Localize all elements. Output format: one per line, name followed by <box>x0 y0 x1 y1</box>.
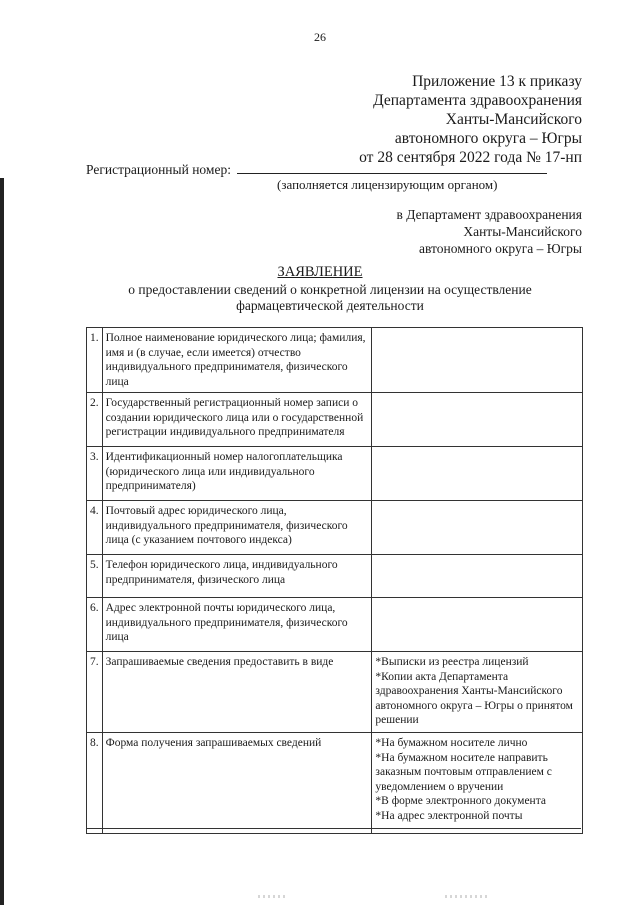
registration-note: (заполняется лицензирующим органом) <box>277 177 498 192</box>
table-row <box>87 652 583 733</box>
registration-label: Регистрационный номер: <box>86 162 231 177</box>
appendix-line: от 28 сентября 2022 года № 17-нп <box>359 149 582 166</box>
option-item[interactable]: *На бумажном носителе направить заказным почтовым отправлением с уведомлением о вручении <box>375 751 552 793</box>
option-item[interactable]: *На бумажном носителе лично <box>375 737 528 749</box>
appendix-line: Приложение 13 к приказу <box>412 73 582 90</box>
table-row <box>87 393 583 447</box>
page-number: 26 <box>314 30 326 44</box>
table-row <box>87 447 583 501</box>
table-row <box>87 555 583 598</box>
table-row <box>87 598 583 652</box>
row-value-field[interactable] <box>372 555 583 598</box>
row-value-field[interactable] <box>372 328 583 393</box>
registration-input-line[interactable] <box>237 161 547 174</box>
document-subtitle: о предоставлении сведений о конкретной лицензии на осуществление фармацевтической деятельности <box>128 282 532 313</box>
row-label: Полное наименование юридического лица; фамилия, имя и (в случае, если имеется) отчество индивидуального предпринимателя, физического лица <box>102 328 372 393</box>
row-label: Государственный регистрационный номер записи о создании юридического лица или о государственной регистрации индивидуального предпринимателя <box>102 393 372 447</box>
row-value-field[interactable] <box>372 598 583 652</box>
table-row <box>87 501 583 555</box>
row-number: 5. <box>87 555 103 598</box>
row-number: 8. <box>87 733 103 834</box>
row-label: Запрашиваемые сведения предоставить в виде <box>102 652 372 733</box>
row-label: Адрес электронной почты юридического лица, индивидуального предпринимателя, физического лица <box>102 598 372 652</box>
row-label: Почтовый адрес юридического лица, индивидуального предпринимателя, физического лица (с указанием почтового индекса) <box>102 501 372 555</box>
bottom-separator-line <box>86 828 581 829</box>
document-title: ЗАЯВЛЕНИЕ <box>277 264 363 280</box>
registration-number <box>86 161 547 178</box>
appendix-line: Ханты-Мансийского <box>445 111 582 128</box>
option-item[interactable]: *Выписки из реестра лицензий <box>375 656 529 668</box>
row-number: 2. <box>87 393 103 447</box>
addressee-line: Ханты-Мансийского <box>463 224 582 239</box>
table-row <box>87 733 583 834</box>
row-number: 6. <box>87 598 103 652</box>
addressee-block <box>396 206 582 257</box>
application-form-table <box>86 327 583 834</box>
option-item[interactable]: *В форме электронного документа <box>375 795 546 807</box>
scan-edge-mark <box>0 178 4 905</box>
row-label: Телефон юридического лица, индивидуального предпринимателя, физического лица <box>102 555 372 598</box>
option-item[interactable]: *На адрес электронной почты <box>375 809 523 822</box>
row-value-field[interactable] <box>372 501 583 555</box>
appendix-header <box>359 72 582 167</box>
row-value-field[interactable] <box>372 393 583 447</box>
row-number: 1. <box>87 328 103 393</box>
appendix-line: автономного округа – Югры <box>394 130 582 147</box>
scan-artifact <box>258 895 288 898</box>
row-number: 3. <box>87 447 103 501</box>
row-label: Идентификационный номер налогоплательщика (юридического лица или индивидуального предпринимателя) <box>102 447 372 501</box>
option-item[interactable]: *Копии акта Департамента здравоохранения Ханты-Мансийского автономного округа – Югры о принятом решении <box>375 670 573 726</box>
appendix-line: Департамента здравоохранения <box>373 92 582 109</box>
row-options <box>372 733 583 834</box>
row-value-field[interactable] <box>372 447 583 501</box>
scan-artifact <box>445 895 490 898</box>
row-number: 4. <box>87 501 103 555</box>
row-label: Форма получения запрашиваемых сведений <box>102 733 372 834</box>
row-number: 7. <box>87 652 103 733</box>
addressee-line: в Департамент здравоохранения <box>396 207 582 222</box>
table-row <box>87 328 583 393</box>
row-options <box>372 652 583 733</box>
addressee-line: автономного округа – Югры <box>419 241 582 256</box>
